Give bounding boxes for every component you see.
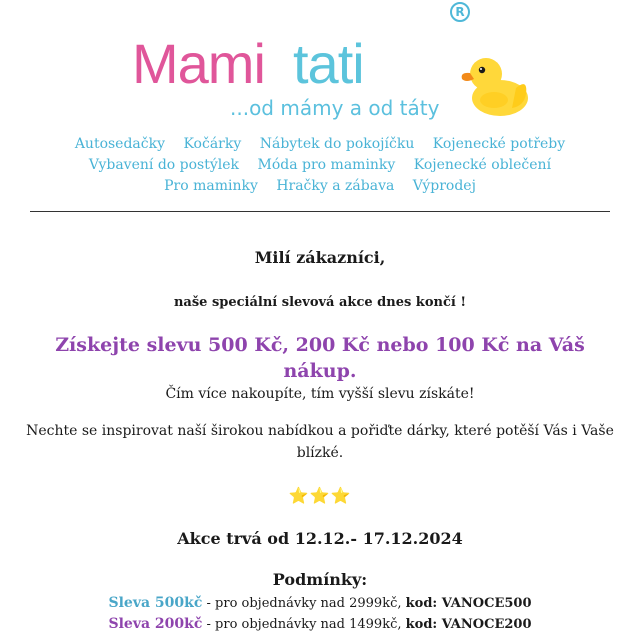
promo-headline: Získejte slevu 500 Kč, 200 Kč nebo 100 Kč na Váš nákup. bbox=[55, 334, 585, 382]
logo-mami-text: Mami bbox=[132, 32, 265, 95]
discount-code: VANOCE500 bbox=[441, 596, 532, 611]
nav-link-pro-maminky[interactable]: Pro maminky bbox=[164, 178, 258, 194]
nav-link-moda-maminky[interactable]: Móda pro maminky bbox=[257, 157, 396, 173]
nav-link-kocarky[interactable]: Kočárky bbox=[183, 136, 242, 152]
inspiration-text: Nechte se inspirovat naší širokou nabídkou a pořiďte dárky, které potěší Vás i Vaše blízké. bbox=[26, 423, 614, 461]
condition-row bbox=[20, 593, 620, 614]
nav-link-kojenecke-obleceni[interactable]: Kojenecké oblečení bbox=[413, 157, 552, 173]
nav-row-1 bbox=[30, 134, 610, 155]
email-body bbox=[20, 240, 620, 635]
nav-link-kojenecke-potreby[interactable]: Kojenecké potřeby bbox=[432, 136, 566, 152]
promo-subline: Čím více nakoupíte, tím vyšší slevu získáte! bbox=[165, 386, 475, 402]
logo[interactable] bbox=[132, 2, 532, 128]
nav-link-vyprodej[interactable]: Výprodej bbox=[412, 178, 476, 194]
condition-text: - pro objednávky nad 2999kč, bbox=[202, 596, 406, 611]
nav-row-2 bbox=[30, 155, 610, 176]
rubber-duck-icon bbox=[458, 52, 530, 118]
code-label: kod: bbox=[405, 617, 442, 632]
nav-row-3 bbox=[30, 176, 610, 197]
nav-link-autosedacky[interactable]: Autosedačky bbox=[74, 136, 166, 152]
greeting: Milí zákazníci, bbox=[254, 248, 386, 267]
nav-link-nabytek[interactable]: Nábytek do pokojíčku bbox=[259, 136, 415, 152]
discount-label: Sleva 500kč bbox=[108, 595, 203, 611]
discount-label: Sleva 200kč bbox=[108, 616, 203, 632]
code-label: kod: bbox=[405, 596, 442, 611]
condition-row bbox=[20, 614, 620, 635]
nav-link-hracky[interactable]: Hračky a zábava bbox=[276, 178, 395, 194]
promo-dates: Akce trvá od 12.12.- 17.12.2024 bbox=[177, 529, 463, 548]
conditions-title: Podmínky: bbox=[272, 570, 368, 589]
divider bbox=[30, 211, 610, 212]
conditions-list bbox=[20, 593, 620, 635]
category-nav bbox=[30, 134, 610, 197]
lead-text: naše speciální slevová akce dnes končí ! bbox=[173, 295, 467, 310]
stars-icon: ⭐⭐⭐ bbox=[288, 486, 352, 505]
nav-link-vybaveni-postylek[interactable]: Vybavení do postýlek bbox=[88, 157, 240, 173]
registered-mark-icon: R bbox=[450, 2, 470, 22]
condition-text: - pro objednávky nad 1499kč, bbox=[202, 617, 406, 632]
discount-code: VANOCE200 bbox=[441, 617, 532, 632]
logo-tagline: ...od mámy a od táty bbox=[230, 96, 440, 120]
logo-tati-text: tati bbox=[293, 32, 364, 95]
